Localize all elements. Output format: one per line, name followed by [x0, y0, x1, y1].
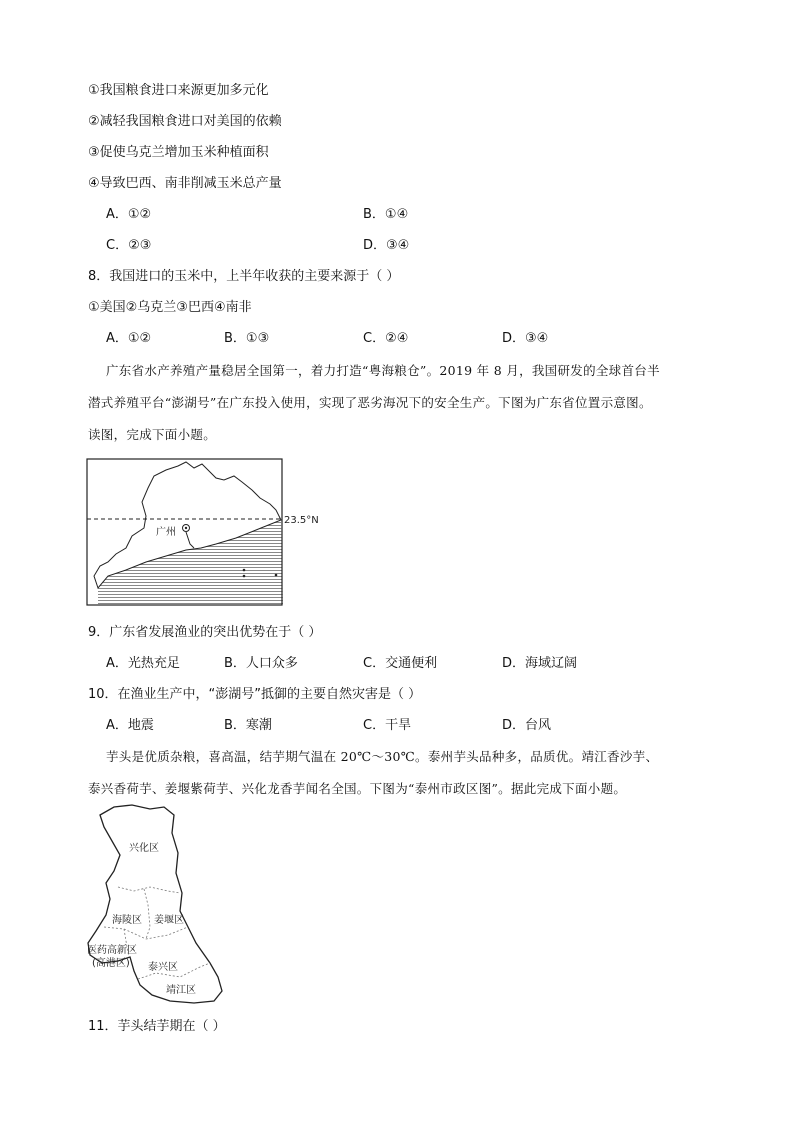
guangzhou-label: 广州	[156, 527, 176, 538]
passage1-line1: 广东省水产养殖产量稳居全国第一，着力打造“粤海粮仓”。2019 年 8 月，我国研发的全球首台半	[106, 363, 660, 378]
label-taixing: 泰兴区	[148, 962, 178, 973]
label-yiyao: 医药高新区	[87, 945, 137, 956]
q8-option-a[interactable]: A．①②	[106, 331, 152, 346]
taizhou-district-map	[84, 803, 229, 1008]
q10-option-d[interactable]: D．台风	[502, 718, 552, 733]
q8-option-c[interactable]: C．②④	[363, 331, 409, 346]
latitude-label: 23.5°N	[284, 515, 319, 526]
label-gaogang: (高港区)	[92, 958, 130, 969]
q9-option-a[interactable]: A．光热充足	[106, 656, 180, 671]
q7-statement-4: ④导致巴西、南非削减玉米总产量	[88, 176, 282, 191]
q8-option-b[interactable]: B．①③	[224, 331, 270, 346]
passage2-line1: 芋头是优质杂粮，喜高温，结芋期气温在 20℃～30℃。泰州芋头品种多，品质优。靖江香沙芋、	[106, 749, 659, 764]
q7-statement-2: ②减轻我国粮食进口对美国的依赖	[88, 114, 282, 129]
label-jiangyan: 姜堰区	[154, 915, 184, 926]
q9-option-c[interactable]: C．交通便利	[363, 656, 438, 671]
passage1-line3: 读图，完成下面小题。	[88, 427, 217, 442]
q7-option-d[interactable]: D．③④	[363, 238, 410, 253]
passage1-line2: 潜式养殖平台“澎湖号”在广东投入使用，实现了恶劣海况下的安全生产。下图为广东省位置示意图。	[88, 395, 652, 410]
passage2-line2: 泰兴香荷芋、姜堰紫荷芋、兴化龙香芋闻名全国。下图为“泰州市政区图”。据此完成下面小题。	[88, 781, 627, 796]
q7-statement-3: ③促使乌克兰增加玉米种植面积	[88, 145, 269, 160]
label-jingjiang: 靖江区	[166, 985, 196, 996]
q10-option-a[interactable]: A．地震	[106, 718, 154, 733]
label-hailing: 海陵区	[112, 915, 142, 926]
q10-stem: 10．在渔业生产中，“澎湖号”抵御的主要自然灾害是（ ）	[88, 687, 422, 702]
q7-option-a[interactable]: A．①②	[106, 207, 152, 222]
q8-statements: ①美国②乌克兰③巴西④南非	[88, 300, 252, 315]
q9-option-b[interactable]: B．人口众多	[224, 656, 298, 671]
q7-option-b[interactable]: B．①④	[363, 207, 409, 222]
guangdong-location-map	[86, 458, 336, 608]
q7-statement-1: ①我国粮食进口来源更加多元化	[88, 83, 269, 98]
q10-option-b[interactable]: B．寒潮	[224, 718, 272, 733]
q11-stem: 11．芋头结芋期在（ ）	[88, 1019, 226, 1034]
q8-stem: 8．我国进口的玉米中，上半年收获的主要来源于（ ）	[88, 269, 400, 284]
q9-option-d[interactable]: D．海域辽阔	[502, 656, 578, 671]
q9-stem: 9．广东省发展渔业的突出优势在于（ ）	[88, 625, 322, 640]
q7-option-c[interactable]: C．②③	[106, 238, 152, 253]
q10-option-c[interactable]: C．干旱	[363, 718, 412, 733]
q8-option-d[interactable]: D．③④	[502, 331, 549, 346]
label-xinghua: 兴化区	[129, 843, 159, 854]
sea-area	[98, 520, 283, 605]
